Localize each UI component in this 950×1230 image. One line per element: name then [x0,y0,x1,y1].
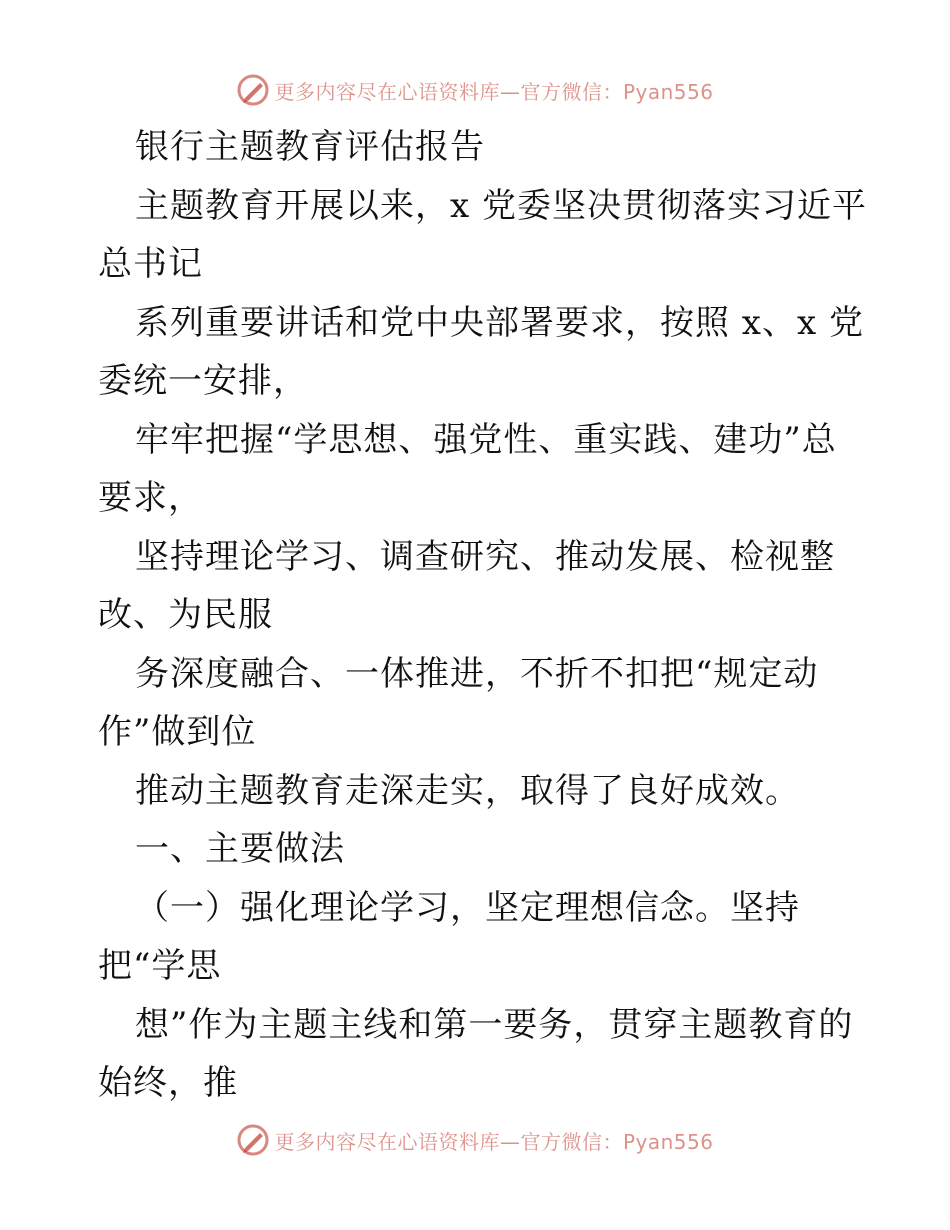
document-line: 把“学思 [98,946,222,986]
document-line: （一）强化理论学习，坚定理想信念。坚持 [135,887,800,928]
document-line: 改、为民服 [98,595,273,635]
document-line: 务深度融合、一体推进，不折不扣把“规定动 [135,653,819,694]
watermark-text: 更多内容尽在心语资料库—官方微信：Pyan556 [274,79,714,104]
footer-watermark [0,1120,950,1160]
document-line: 总书记 [98,244,203,284]
document-line: 主题教育开展以来，x 党委坚决贯彻落实习近平 [135,185,867,226]
document-line: 作”做到位 [98,712,257,752]
header-watermark [0,70,950,110]
document-line: 要求， [98,478,203,518]
document-line: 系列重要讲话和党中央部署要求，按照 x、x 党 [135,302,864,343]
pen-logo-icon [236,1123,270,1157]
document-line: 想”作为主题主线和第一要务，贯穿主题教育的 [135,1004,854,1045]
document-line: 推动主题教育走深走实，取得了良好成效。 [135,770,800,811]
document-line: 一、主要做法 [135,829,345,869]
document-line: 银行主题教育评估报告 [135,127,485,167]
watermark-text: 更多内容尽在心语资料库—官方微信：Pyan556 [274,1129,714,1154]
document-line: 委统一安排， [98,361,308,401]
document-body [98,118,867,1113]
document-line: 牢牢把握“学思想、强党性、重实践、建功”总 [135,419,837,460]
document-line: 坚持理论学习、调查研究、推动发展、检视整 [135,536,835,577]
pen-logo-icon [236,73,270,107]
document-line: 始终，推 [98,1063,238,1103]
